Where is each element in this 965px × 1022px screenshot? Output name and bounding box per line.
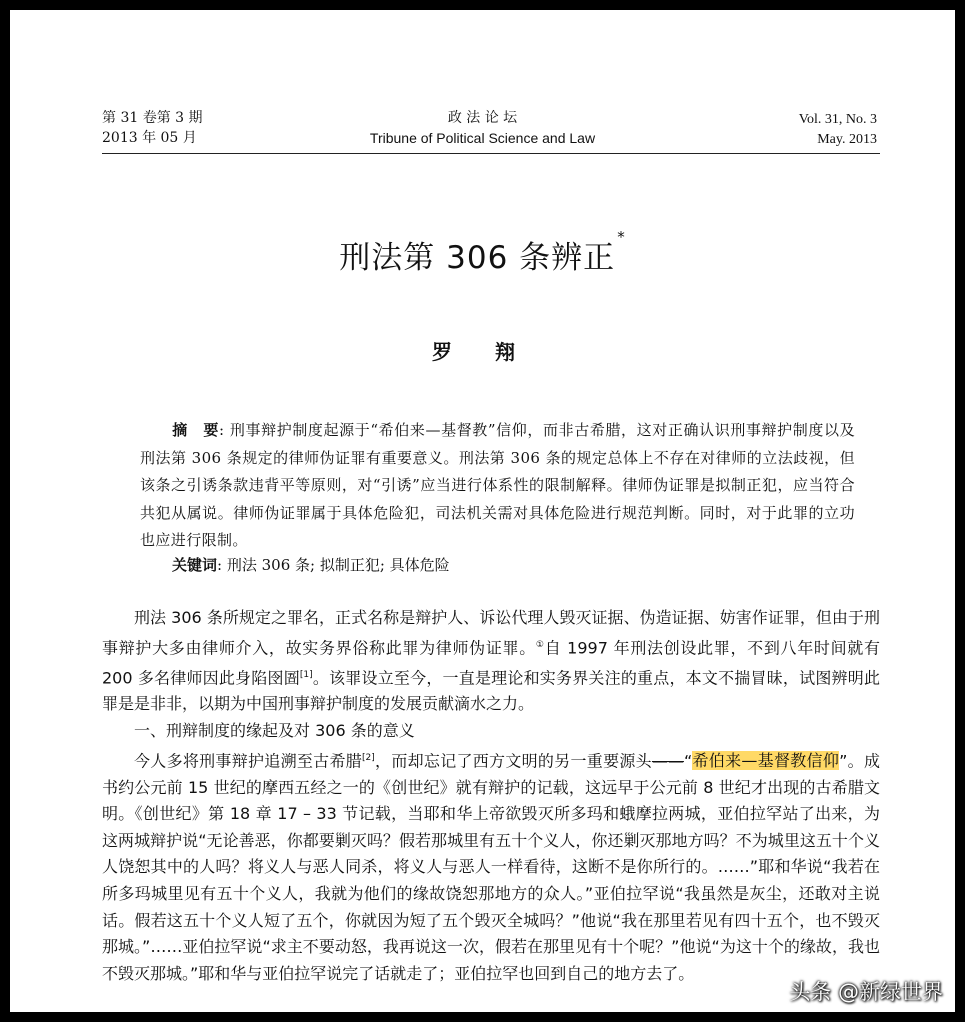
paragraph-1 xyxy=(102,605,880,718)
volume-cn: 第 31 卷第 3 期 xyxy=(102,110,203,126)
body-text xyxy=(102,605,880,987)
quote-open: “ xyxy=(683,750,693,770)
watermark xyxy=(759,976,943,1006)
author-name: 罗 翔 xyxy=(432,340,533,364)
citation-ref-2: [2] xyxy=(362,752,375,763)
keywords-text: : 刑法 306 条; 拟制正犯; 具体危险 xyxy=(217,556,450,574)
footnote-ref-1: ① xyxy=(535,639,545,650)
p1-text-a: 刑法 306 条所规定之罪名，正式名称是辩护人、诉讼代理人毁灭证据、伪造证据、妨害作证罪，但由于刑事辩护大多由律师介入，故实务界俗称此罪为律师伪证罪。 xyxy=(102,608,880,657)
paper-title xyxy=(10,228,955,277)
date-en: May. 2013 xyxy=(817,132,877,147)
p1-text-b: 自 1997 年刑法创设此罪，不到八年时间就有 200 多名律师因此身陷囹圄 xyxy=(102,637,880,687)
header-divider xyxy=(102,153,880,154)
abstract xyxy=(140,417,855,555)
paragraph-2 xyxy=(102,745,880,988)
keywords xyxy=(172,552,450,578)
keywords-label: 关键词 xyxy=(172,556,218,574)
abstract-label: 摘 要 xyxy=(172,421,220,439)
citation-ref-1: [1] xyxy=(299,669,313,680)
watermark-logo-icon xyxy=(759,982,785,1002)
struck-dash: —— xyxy=(651,750,684,770)
p1-text-c: 。该罪设立至今，一直是理论和实务界关注的重点，本文不揣冒昧，试图辨明此罪是是非非，以期为中国刑事辩护制度的发展贡献滴水之力。 xyxy=(102,667,880,714)
date-cn: 2013 年 05 月 xyxy=(102,130,197,146)
p2-text-c: ”。成书约公元前 15 世纪的摩西五经之一的《创世纪》就有辩护的记载，这远早于公元前 8 世纪才出现的古希腊文明。《创世纪》第 18 章 17 – 33 节记载，当耶和华上帝欲毁灭所多玛和蛾摩拉两城，亚伯拉罕站了出来，为这两城辩护说“无论善恶，你都要剿灭吗？假若那城里有五十个义人，你还剿灭那地方吗？不为城里这五十个义人饶恕其中的人吗？将义人与恶人同杀，将义人与恶人一样看待，这断不是你所行的。……”耶和华说“我若在所多玛城里见有五十个义人，我就为他们的缘故饶恕那地方的众人。”亚伯拉罕说“我虽然是灰尘，还敢对主说话。假若这五十个义人短了五个，你就因为短了五个毁灭全城吗？”他说“我在那里若见有四十五个，也不毁灭那城。”……亚伯拉罕说“求主不要动怒，我再说这一次，假若在那里见有十个呢？”他说“为这十个的缘故，我也不毁灭那城。”耶和华与亚伯拉罕说完了话就走了；亚伯拉罕也回到自己的地方去了。 xyxy=(102,750,880,983)
highlighted-phrase: 希伯来—基督教信仰 xyxy=(692,750,840,770)
section-heading-1: 一、刑辩制度的缘起及对 306 条的意义 xyxy=(134,721,415,741)
volume-en: Vol. 31, No. 3 xyxy=(798,112,877,127)
title-text: 刑法第 306 条辨正 xyxy=(339,240,616,276)
watermark-text: 头条 @新绿世界 xyxy=(789,980,943,1004)
title-footnote-mark: * xyxy=(617,228,626,246)
journal-name-cn: 政 法 论 坛 xyxy=(447,110,518,126)
p2-text-a: 今人多将刑事辩护追溯至古希腊 xyxy=(134,750,363,770)
header-right xyxy=(799,110,877,150)
p2-text-b: ，而却忘记了西方文明的另一重要源头 xyxy=(374,750,652,770)
abstract-text: : 刑事辩护制度起源于“希伯来—基督教”信仰，而非古希腊，这对正确认识刑事辩护制度以及刑法第 306 条规定的律师伪证罪有重要意义。刑法第 306 条的规定总体上不存在对律师的立法歧视，但该条之引诱条款违背平等原则，对“引诱”应当进行体系性的限制解释。律师伪证罪是拟制正犯，应当符合共犯从属说。律师伪证罪属于具体危险犯，司法机关需对具体危险进行规范判断。同时，对于此罪的立功也应进行限制。 xyxy=(140,421,855,549)
journal-name-en: Tribune of Political Science and Law xyxy=(369,130,596,146)
paper-page xyxy=(10,10,955,1012)
